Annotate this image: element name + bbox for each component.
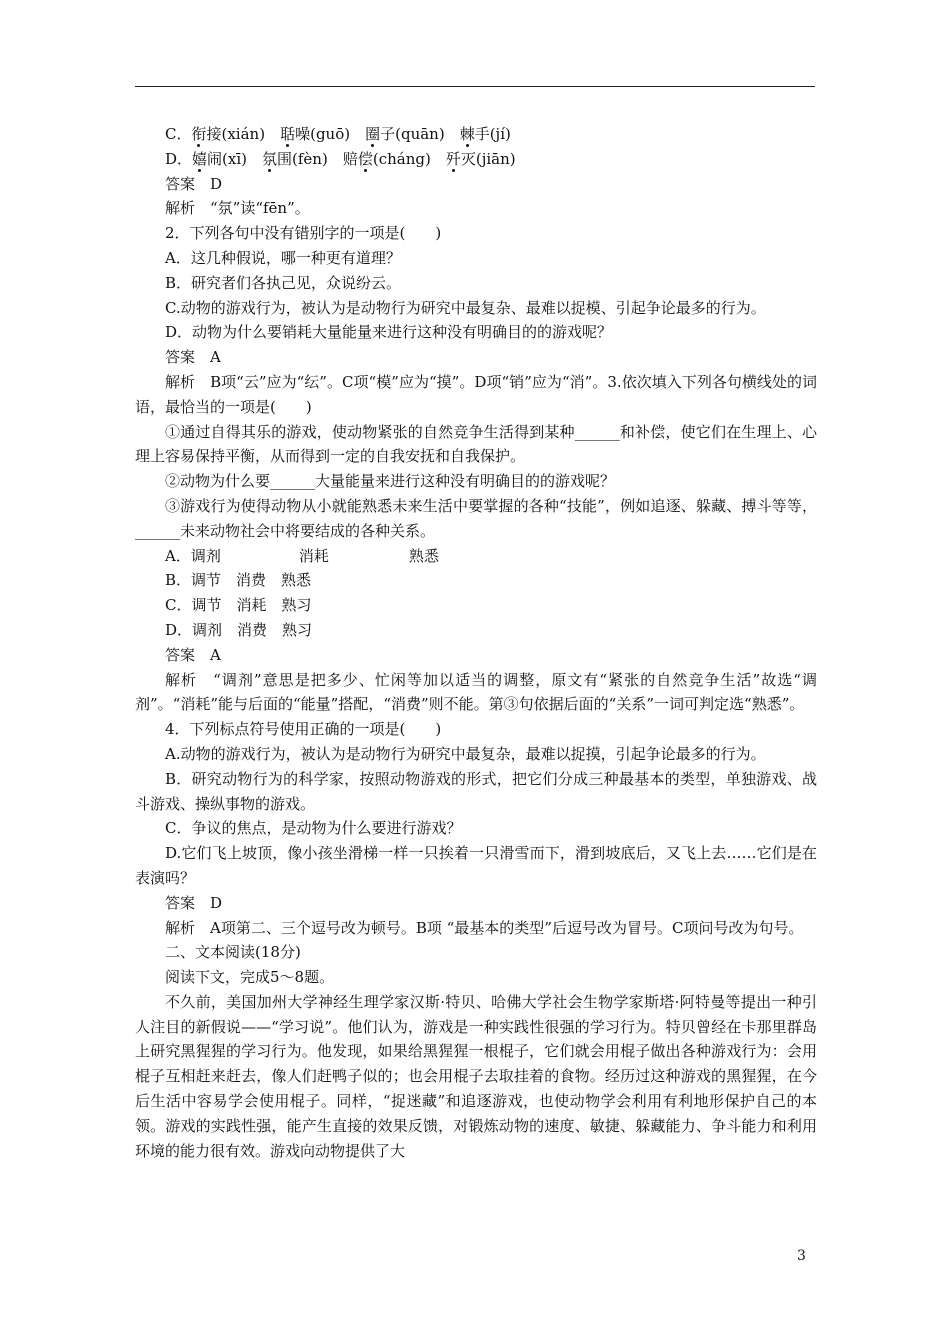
q3-option-a-word-2: 消耗 bbox=[298, 546, 329, 565]
q3-option-a-word-3: 熟悉 bbox=[408, 546, 439, 565]
section-2-instruction: 阅读下文，完成5～8题。 bbox=[165, 968, 335, 987]
q2-option-a: A．这几种假说，哪一种更有道理？ bbox=[165, 248, 401, 267]
q1-option-d: D．嬉闹(xī) 氛围(fèn) 赔偿(cháng) 歼灭(jiān) bbox=[165, 149, 516, 168]
q1-analysis: 解析 “氛”读“fēn”。 bbox=[165, 199, 310, 218]
q4-option-b: B．研究动物行为的科学家，按照动物游戏的形式，把它们分成三种最基本的类型，单独游戏、战斗游戏、操纵事物的游戏。 bbox=[135, 769, 817, 813]
document-body bbox=[135, 122, 817, 1163]
q3-option-a bbox=[135, 544, 817, 569]
q2-option-b: B．研究者们各执己见，众说纷云。 bbox=[165, 273, 402, 292]
q3-option-d: D．调剂 消费 熟习 bbox=[165, 620, 313, 639]
q1-option-c: C．衔接(xián) 聒噪(guō) 圈子(quān) 棘手(jí) bbox=[165, 125, 511, 143]
q4-option-d: D.它们飞上坡顶，像小孩坐滑梯一样一只挨着一只滑雪而下，滑到坡底后，又飞上去……它们是在表演吗？ bbox=[135, 844, 817, 887]
q4-option-c: C．争议的焦点，是动物为什么要进行游戏？ bbox=[165, 819, 462, 838]
q4-option-a: A.动物的游戏行为，被认为是动物行为研究中最复杂，最难以捉摸，引起争论最多的行为。 bbox=[165, 744, 766, 763]
q3-sentence-3: ③游戏行为使得动物从小就能熟悉未来生活中要掌握的各种“技能”，例如追逐、躲藏、搏斗等等，______未来动物社会中将要结成的各种关系。 bbox=[135, 496, 817, 540]
q2-option-d: D．动物为什么要销耗大量能量来进行这种没有明确目的的游戏呢？ bbox=[165, 323, 613, 342]
q4-analysis: 解析 A项第二、三个逗号改为顿号。B项 “最基本的类型”后逗号改为冒号。C项问号改为句号。 bbox=[165, 918, 804, 937]
q3-answer: 答案 A bbox=[165, 645, 221, 664]
q3-sentence-1: ①通过自得其乐的游戏，使动物紧张的自然竞争生活得到某种______和补偿，使它们在生理上、心理上容易保持平衡，从而得到一定的自我安抚和自我保护。 bbox=[135, 422, 817, 466]
reading-passage: 不久前，美国加州大学神经生理学家汉斯·特贝、哈佛大学社会生物学家斯塔·阿特曼等提出一种引人注目的新假说——“学习说”。他们认为，游戏是一种实践性很强的学习行为。特贝曾经在卡那里群岛上研究黑猩猩的学习行为。他发现，如果给黑猩猩一根棍子，它们就会用棍子做出各种游戏行为：会用棍子互相赶来赶去，像人们赶鸭子似的；也会用棍子去取挂着的食物。经历过这种游戏的黑猩猩，在今后生活中容易学会使用棍子。同样，“捉迷藏”和追逐游戏，也使动物学会利用有利地形保护自己的本领。游戏的实践性强，能产生直接的效果反馈，对锻炼动物的速度、敏捷、躲藏能力、争斗能力和利用环境的能力很有效。游戏向动物提供了大 bbox=[135, 992, 817, 1160]
q4-stem: 4．下列标点符号使用正确的一项是( ) bbox=[165, 720, 442, 739]
q3-analysis: 解析 “调剂”意思是把多少、忙闲等加以适当的调整，原文有“紧张的自然竞争生活”故选“调剂”。“消耗”能与后面的“能量”搭配，“消费”则不能。第③句依据后面的“关系”一词可判定选“熟悉”。 bbox=[135, 670, 817, 714]
q3-option-c: C．调节 消耗 熟习 bbox=[165, 596, 312, 615]
q2-option-c: C.动物的游戏行为，被认为是动物行为研究中最复杂、最难以捉模、引起争论最多的行为。 bbox=[165, 298, 766, 317]
q4-answer: 答案 D bbox=[165, 893, 223, 912]
header-rule bbox=[135, 86, 815, 87]
page-number: 3 bbox=[797, 1248, 806, 1264]
q3-sentence-2: ②动物为什么要______大量能量来进行这种没有明确目的的游戏呢？ bbox=[165, 472, 616, 491]
q1-answer: 答案 D bbox=[165, 174, 223, 193]
q3-option-b: B．调节 消费 熟悉 bbox=[165, 571, 312, 590]
q2-answer: 答案 A bbox=[165, 348, 221, 367]
q2-analysis: 解析 B项“云”应为“纭”。C项“模”应为“摸”。D项“销”应为“消”。3.依次填入下列各句横线处的词语，最恰当的一项是( ) bbox=[135, 372, 817, 416]
q3-option-a-word-1: A．调剂 bbox=[165, 546, 221, 565]
q2-stem: 2．下列各句中没有错别字的一项是( ) bbox=[165, 224, 442, 243]
section-2-title: 二、文本阅读(18分) bbox=[165, 943, 301, 962]
